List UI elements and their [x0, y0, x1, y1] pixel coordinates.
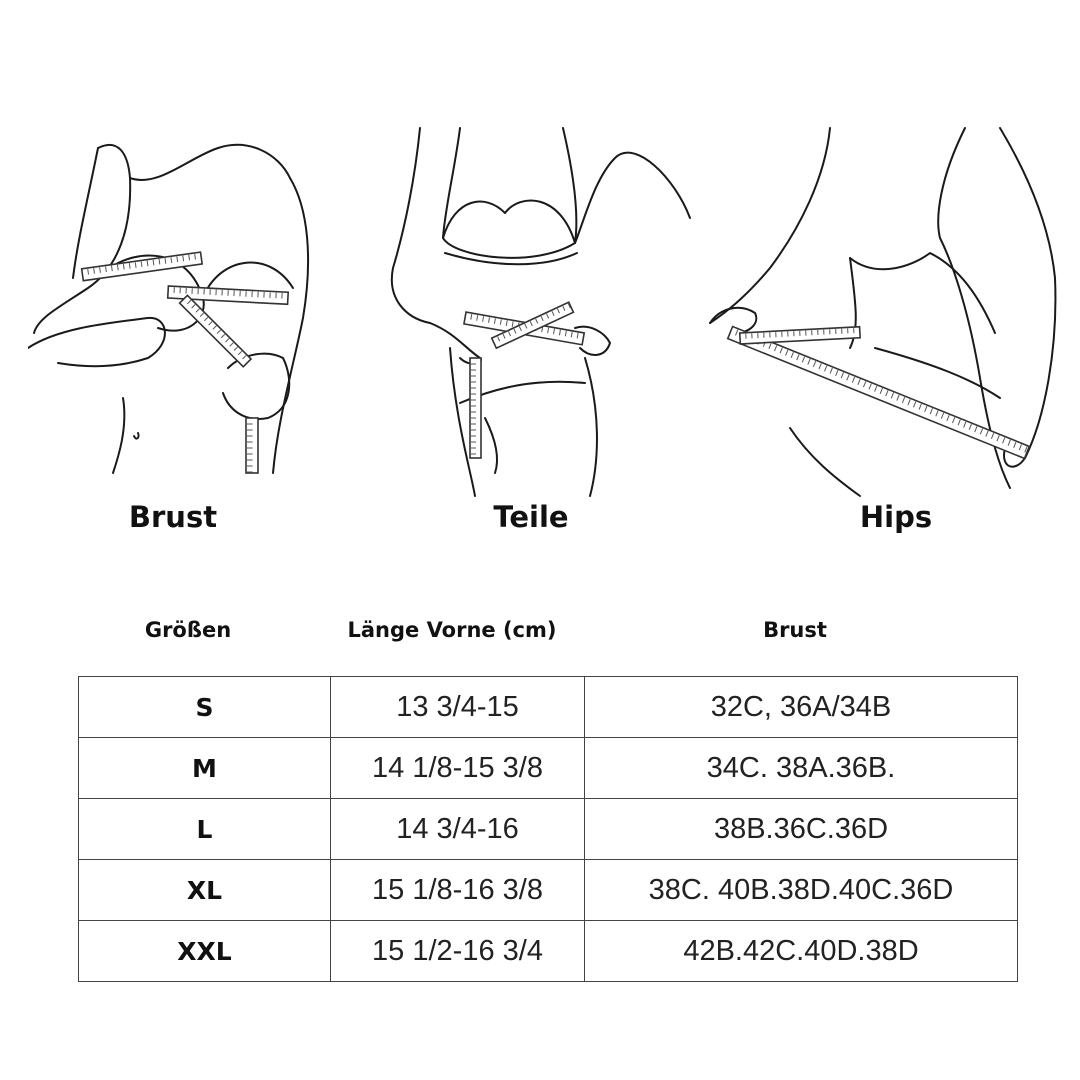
bust-cell: 38B.36C.36D	[585, 799, 1018, 860]
bust-label: Brust	[128, 500, 218, 534]
bust-cell: 32C, 36A/34B	[585, 677, 1018, 738]
bust-measurement-illustration	[28, 118, 368, 498]
length-cell: 15 1/2-16 3/4	[331, 921, 585, 982]
size-cell: S	[79, 677, 331, 738]
size-chart-table	[78, 676, 1018, 982]
length-column-header: Länge Vorne (cm)	[347, 618, 557, 642]
table-row	[79, 799, 1018, 860]
bust-column-header: Brust	[763, 618, 827, 642]
size-cell: L	[79, 799, 331, 860]
length-cell: 15 1/8-16 3/8	[331, 860, 585, 921]
bust-cell: 42B.42C.40D.38D	[585, 921, 1018, 982]
length-cell: 13 3/4-15	[331, 677, 585, 738]
size-cell: M	[79, 738, 331, 799]
length-cell: 14 1/8-15 3/8	[331, 738, 585, 799]
table-row	[79, 677, 1018, 738]
table-row	[79, 921, 1018, 982]
table-row	[79, 860, 1018, 921]
bust-cell: 38C. 40B.38D.40C.36D	[585, 860, 1018, 921]
length-cell: 14 3/4-16	[331, 799, 585, 860]
waist-measurement-illustration	[385, 118, 715, 498]
bust-cell: 34C. 38A.36B.	[585, 738, 1018, 799]
size-cell: XL	[79, 860, 331, 921]
waist-label: Teile	[493, 500, 569, 534]
size-cell: XXL	[79, 921, 331, 982]
table-row	[79, 738, 1018, 799]
hips-label: Hips	[859, 500, 933, 534]
hips-measurement-illustration	[700, 118, 1060, 498]
size-column-header: Größen	[144, 618, 232, 642]
